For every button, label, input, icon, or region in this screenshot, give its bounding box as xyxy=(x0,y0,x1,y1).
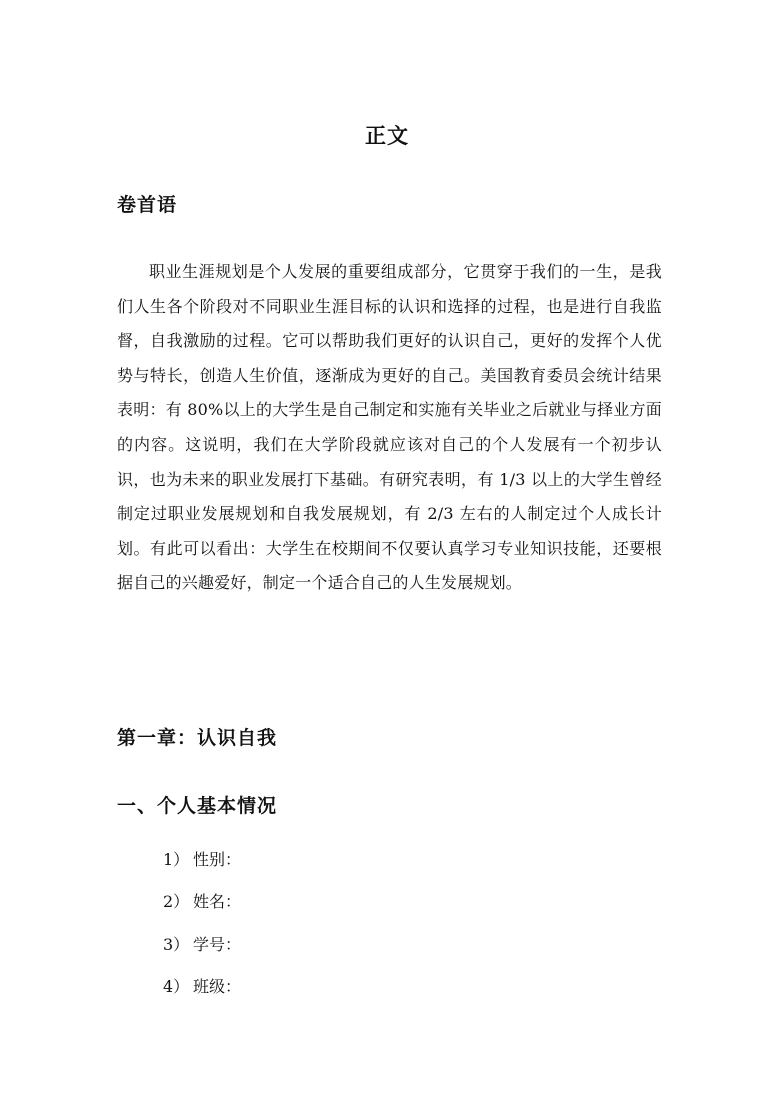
preface-heading: 卷首语 xyxy=(117,194,178,216)
preface-paragraph: 职业生涯规划是个人发展的重要组成部分，它贯穿于我们的一生，是我们人生各个阶段对不同职业生涯目标的认识和选择的过程，也是进行自我监督，自我激励的过程。它可以帮助我们更好的认识自己，更好的发挥个人优势与特长，创造人生价值，逐渐成为更好的自己。美国教育委员会统计结果表明：有 80%以上的大学生是自己制定和实施有关毕业之后就业与择业方面的内容。这说明，我们在大学阶段就应该对自己的个人发展有一个初步认识，也为未来的职业发展打下基础。有研究表明，有 1/3 以上的大学生曾经制定过职业发展规划和自我发展规划，有 2/3 左右的人制定过个人成长计划。有此可以看出：大学生在校期间不仅要认真学习专业知识技能，还要根据自己的兴趣爱好，制定一个适合自己的人生发展规划。 xyxy=(117,262,662,593)
personal-info-list xyxy=(163,848,241,1017)
list-item xyxy=(163,975,241,1017)
document-title: 正文 xyxy=(365,124,409,148)
section-heading: 一、个人基本情况 xyxy=(117,795,278,817)
list-item-label: 姓名： xyxy=(193,892,242,912)
list-item-label: 学号： xyxy=(193,934,242,954)
list-item-number: 1） xyxy=(163,850,190,869)
list-item-number: 3） xyxy=(163,934,190,954)
list-item xyxy=(163,890,241,932)
list-item-label: 性别： xyxy=(193,850,242,869)
chapter-heading: 第一章：认识自我 xyxy=(117,727,278,749)
list-item xyxy=(163,933,241,975)
list-item-label: 班级： xyxy=(193,976,242,996)
list-item-number: 2） xyxy=(163,892,190,912)
list-item-number: 4） xyxy=(163,976,190,996)
list-item xyxy=(163,848,241,890)
